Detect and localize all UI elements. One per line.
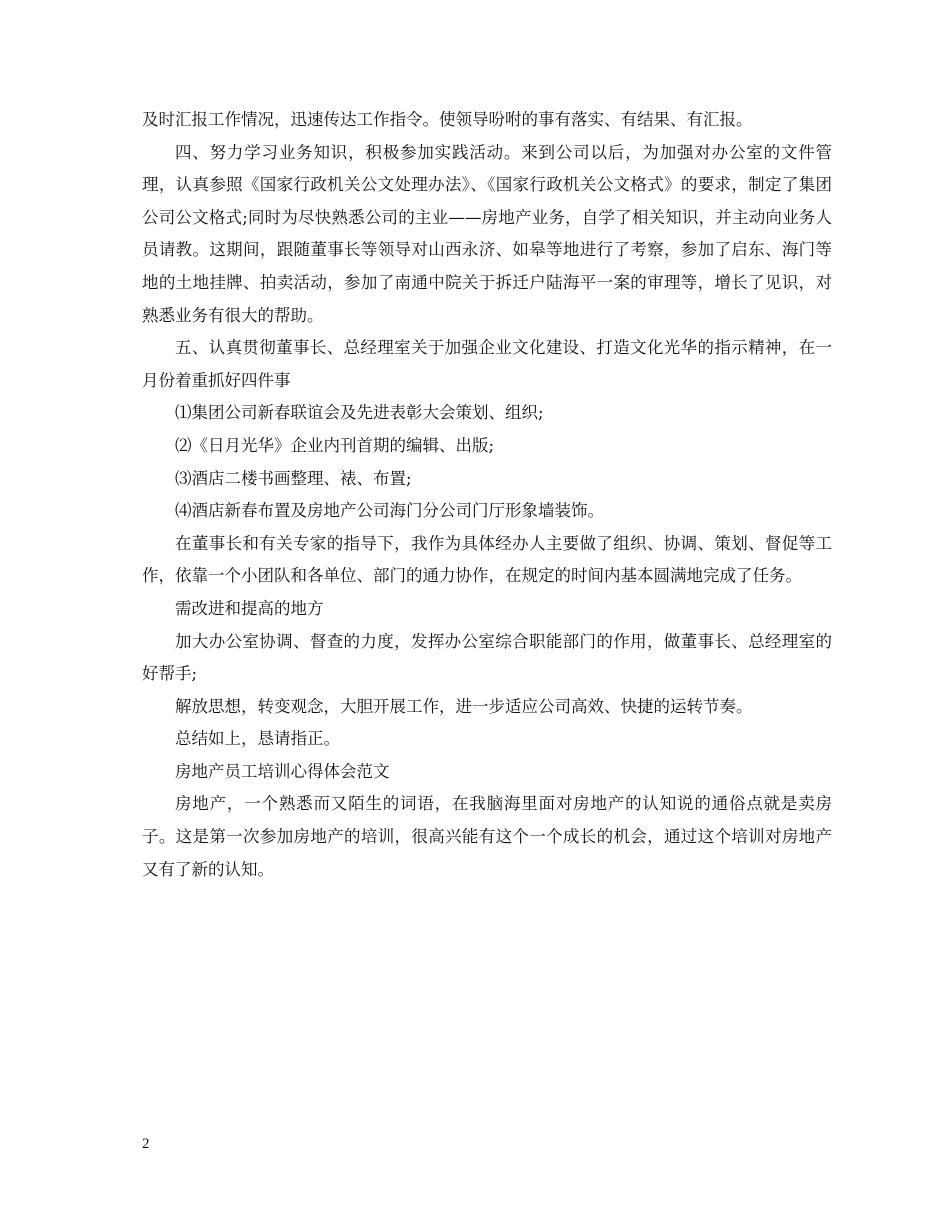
list-item-3: ⑶酒店二楼书画整理、裱、布置;: [175, 468, 412, 488]
list-item-4: ⑷酒店新春布置及房地产公司海门分公司门厅形象墙装饰。: [175, 501, 604, 521]
paragraph-article-intro: 房地产，一个熟悉而又陌生的词语，在我脑海里面对房地产的认知说的通俗点就是卖房子。这是第一次参加房地产的培训，很高兴能有这个一个成长的机会，通过这个培训对房地产又有了新的认知。: [142, 794, 832, 879]
paragraph-closing: 总结如上，恳请指正。: [175, 729, 340, 749]
heading-improvements: 需改进和提高的地方: [175, 598, 324, 618]
paragraph-section-five: 五、认真贯彻董事长、总经理室关于加强企业文化建设、打造文化光华的指示精神，在一月份着重抓好四件事: [142, 338, 832, 390]
paragraph-improvement-2: 解放思想，转变观念，大胆开展工作，进一步适应公司高效、快捷的运转节奏。: [175, 696, 753, 716]
paragraph-section-four: 四、努力学习业务知识，积极参加实践活动。来到公司以后，为加强对办公室的文件管理，认真参照《国家行政机关公文处理办法》、《国家行政机关公文格式》的要求，制定了集团公司公文格式;同时为尽快熟悉公司的主业——房地产业务，自学了相关知识，并主动向业务人员请教。这期间，跟随董事长等领导对山西永济、如皋等地进行了考察，参加了启东、海门等地的土地挂牌、拍卖活动，参加了南通中院关于拆迁户陆海平一案的审理等，增长了见识，对熟悉业务有很大的帮助。: [142, 142, 832, 325]
list-item-1: ⑴集团公司新春联谊会及先进表彰大会策划、组织;: [175, 403, 544, 423]
paragraph-improvement-1: 加大办公室协调、督查的力度，发挥办公室综合职能部门的作用，做董事长、总经理室的好帮手;: [142, 631, 832, 684]
page-number: 2: [142, 1136, 150, 1152]
document-body: [142, 104, 832, 886]
paragraph-work-summary: 在董事长和有关专家的指导下，我作为具体经办人主要做了组织、协调、策划、督促等工作，依靠一个小团队和各单位、部门的通力协作，在规定的时间内基本圆满地完成了任务。: [142, 533, 832, 586]
paragraph-continuation: 及时汇报工作情况，迅速传达工作指令。使领导吩咐的事有落实、有结果、有汇报。: [142, 110, 753, 129]
list-item-2: ⑵《日月光华》企业内刊首期的编辑、出版;: [175, 435, 495, 455]
heading-new-article: 房地产员工培训心得体会范文: [175, 761, 390, 781]
